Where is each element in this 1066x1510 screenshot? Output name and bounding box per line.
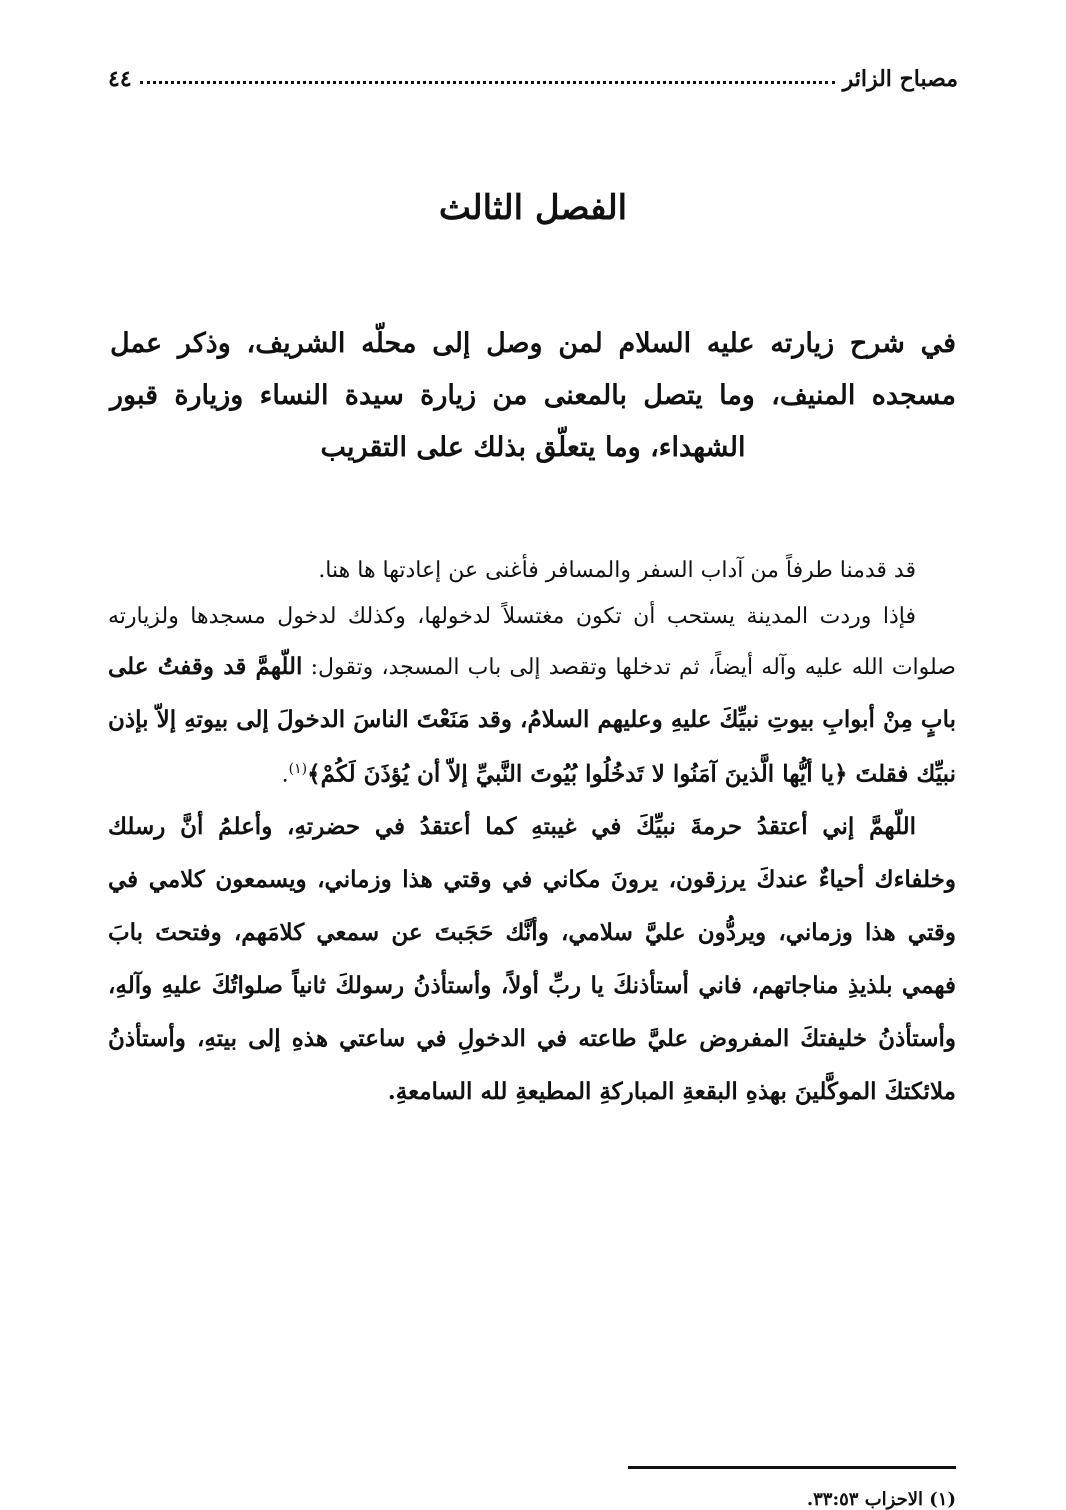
paragraph-2	[108, 594, 956, 800]
paragraph-2-intro: فإذا وردت المدينة يستحب أن تكون مغتسلاً لدخولها، وكذلك لدخول مسجدها ولزيارته صلوات الله عليه وآله أيضاً، ثم تدخلها وتقصد إلى باب المسجد، وتقول:	[108, 604, 956, 680]
paragraph-2-end: .	[281, 762, 289, 788]
footnote: (١) الاحزاب ٣٣:٥٣.	[806, 1489, 956, 1510]
paragraph-1: قد قدمنا طرفاً من آداب السفر والمسافر فأغنى عن إعادتها ها هنا.	[318, 558, 916, 583]
body-text	[108, 548, 956, 1118]
page-number: ٤٤	[108, 66, 132, 92]
running-header	[108, 52, 958, 92]
footnote-marker: (١)	[288, 761, 308, 777]
paragraph-3: اللّهمَّ إني أعتقدُ حرمةَ نبيِّكَ في غيبتهِ كما أعتقدُ في حضرتهِ، وأعلمُ أنَّ رسلك وخلفاءك أحياءٌ عندكَ يرزقون، يرونَ مكاني في وقتي هذا وزماني، ويسمعون كلامي في وقتي هذا وزماني، ويردُّون عليَّ سلامي، وأنَّك حَجَبتَ عن سمعي كلامَهم، وفتحتَ بابَ فهمي بلذيذِ مناجاتهم، فاني أستأذنكَ يا ربِّ أولاً، وأستأذنُ رسولكَ ثانياً صلواتُكَ عليهِ وآلهِ، وأستأذنُ خليفتكَ المفروض عليَّ طاعته في الدخولِ في ساعتي هذهِ إلى بيتهِ، وأستأذنُ ملائكتكَ الموكَّلينَ بهذهِ البقعةِ المباركةِ المطيعةِ لله السامعةِ.	[108, 813, 956, 1106]
chapter-subtitle: في شرح زيارته عليه السلام لمن وصل إلى محلّه الشريف، وذكر عمل مسجده المنيف، وما يتصل بالمعنى من زيارة سيدة النساء وزيارة قبور الشهداء، وما يتعلّق بذلك على التقريب	[110, 328, 956, 463]
paragraph-2-prayer: اللّهمَّ قد وقفتُ على بابٍ مِنْ أبوابِ بيوتِ نبيِّكَ عليهِ وعليهم السلامُ، وقد مَنَعْتَ الناسَ الدخولَ إلى بيوتهِ إلاّ بإذن نبيِّك فقلتَ ﴿يا أيُّها الَّذينَ آمَنُوا لا تَدخُلُوا بُيُوتَ النَّبيِّ إلاّ أن يُؤذَنَ لَكُمْ﴾	[108, 653, 956, 788]
footnote-divider	[628, 1466, 956, 1469]
chapter-title: الفصل الثالث	[438, 188, 628, 228]
book-title: مصباح الزائر	[842, 66, 958, 92]
header-dot-leader	[140, 81, 835, 84]
